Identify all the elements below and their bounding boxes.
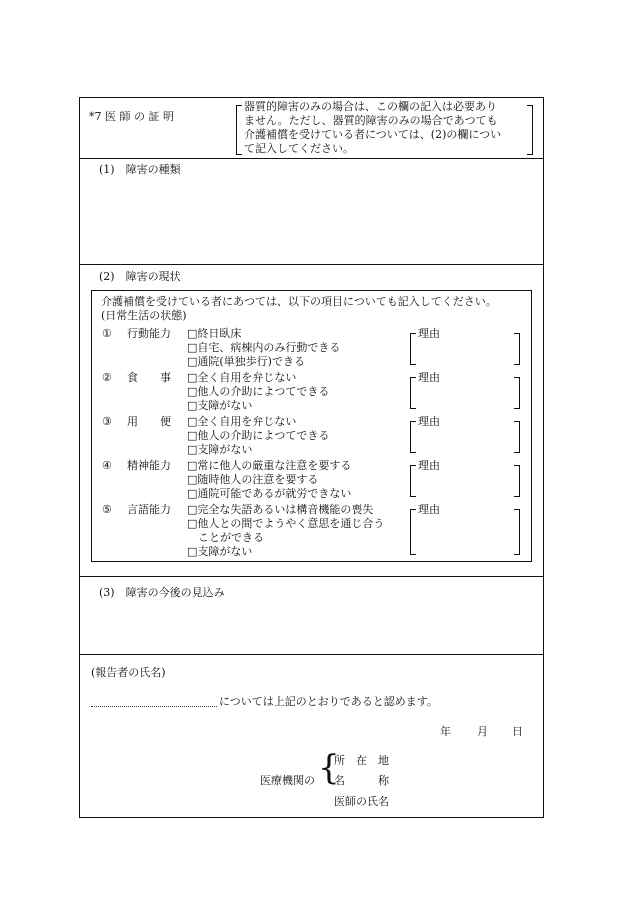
note-bracket-left xyxy=(236,105,242,155)
certify-text: については上記のとおりであると認めます。 xyxy=(219,695,438,708)
reason-bracket-right xyxy=(514,509,520,555)
item-number: ③ xyxy=(102,415,112,428)
section2-title: (2) 障害の現状 xyxy=(99,270,181,283)
institution-label: 医療機関の xyxy=(260,774,315,787)
institution-address-label: 所 在 地 xyxy=(334,754,389,767)
checkbox-option-continued: ことができる xyxy=(187,531,264,544)
date-year: 年 xyxy=(440,725,451,738)
doctor-name-label: 医師の氏名 xyxy=(334,795,389,808)
item-number: ② xyxy=(102,371,112,384)
reason-bracket-left xyxy=(410,333,416,365)
disability-type-field[interactable] xyxy=(80,180,543,258)
item-number: ④ xyxy=(102,459,112,472)
divider xyxy=(80,576,543,577)
note-line-4: て記入してください。 xyxy=(244,142,354,155)
checkbox-option[interactable]: □常に他人の厳重な注意を要する xyxy=(187,459,352,472)
reason-bracket-left xyxy=(410,465,416,497)
checkbox-option[interactable]: □全く自用を弁じない xyxy=(187,415,297,428)
checkbox-option[interactable]: □支障がない xyxy=(187,545,253,558)
divider xyxy=(80,264,543,265)
certificate-form xyxy=(79,97,544,818)
reason-bracket-right xyxy=(514,465,520,497)
reason-label: 理由 xyxy=(418,415,440,428)
checkbox-option[interactable]: □通院可能であるが就労できない xyxy=(187,487,352,500)
item-label: 行動能力 xyxy=(127,327,171,340)
reason-bracket-left xyxy=(410,509,416,555)
institution-name-label: 名 称 xyxy=(334,774,389,787)
checkbox-option[interactable]: □他人の介助によつてできる xyxy=(187,385,330,398)
item-label: 用 便 xyxy=(127,415,171,428)
reporter-label: (報告者の氏名) xyxy=(91,666,166,679)
reason-label: 理由 xyxy=(418,503,440,516)
reason-bracket-right xyxy=(514,421,520,453)
note-line-3: 介護補償を受けている者については、(2)の欄につい xyxy=(244,128,502,141)
item-number: ⑤ xyxy=(102,503,112,516)
section3-title: (3) 障害の今後の見込み xyxy=(99,586,225,599)
checkbox-option[interactable]: □完全な失語あるいは構音機能の喪失 xyxy=(187,503,374,516)
note-line-1: 器質的障害のみの場合は、この欄の記入は必要あり xyxy=(244,100,497,113)
divider xyxy=(80,158,543,159)
checkbox-option[interactable]: □他人の介助によつてできる xyxy=(187,429,330,442)
institution-brace: { xyxy=(318,748,340,788)
section2-intro: 介護補償を受けている者にあつては、以下の項目についても記入してください。 xyxy=(101,295,497,308)
checkbox-option[interactable]: □終日臥床 xyxy=(187,327,242,340)
date-day: 日 xyxy=(512,725,523,738)
item-label: 精神能力 xyxy=(127,459,171,472)
reason-label: 理由 xyxy=(418,327,440,340)
note-bracket-right xyxy=(527,105,533,155)
checkbox-option[interactable]: □他人との間でようやく意思を通じ合う xyxy=(187,517,385,530)
checkbox-option[interactable]: □支障がない xyxy=(187,443,253,456)
daily-life-heading: (日常生活の状態) xyxy=(101,309,187,322)
reason-bracket-right xyxy=(514,333,520,365)
checkbox-option[interactable]: □支障がない xyxy=(187,399,253,412)
item-label: 言語能力 xyxy=(127,503,171,516)
reason-bracket-right xyxy=(514,377,520,409)
checkbox-option[interactable]: □自宅、病棟内のみ行動できる xyxy=(187,341,341,354)
date-month: 月 xyxy=(477,725,488,738)
checkbox-option[interactable]: □全く自用を弁じない xyxy=(187,371,297,384)
reason-bracket-left xyxy=(410,377,416,409)
daily-life-box xyxy=(91,290,532,562)
item-label: 食 事 xyxy=(127,371,171,384)
note-line-2: ません。ただし、器質的障害のみの場合であつても xyxy=(244,114,498,127)
section1-title: (1) 障害の種類 xyxy=(99,163,181,176)
reporter-name-line[interactable] xyxy=(91,706,217,707)
reason-bracket-left xyxy=(410,421,416,453)
divider xyxy=(80,654,543,655)
reason-label: 理由 xyxy=(418,459,440,472)
item-number: ① xyxy=(102,327,112,340)
checkbox-option[interactable]: □通院(単独歩行)できる xyxy=(187,355,305,368)
checkbox-option[interactable]: □随時他人の注意を要する xyxy=(187,473,319,486)
reason-label: 理由 xyxy=(418,371,440,384)
prognosis-field[interactable] xyxy=(80,603,543,651)
section-title: *7 医 師 の 証 明 xyxy=(89,110,174,123)
